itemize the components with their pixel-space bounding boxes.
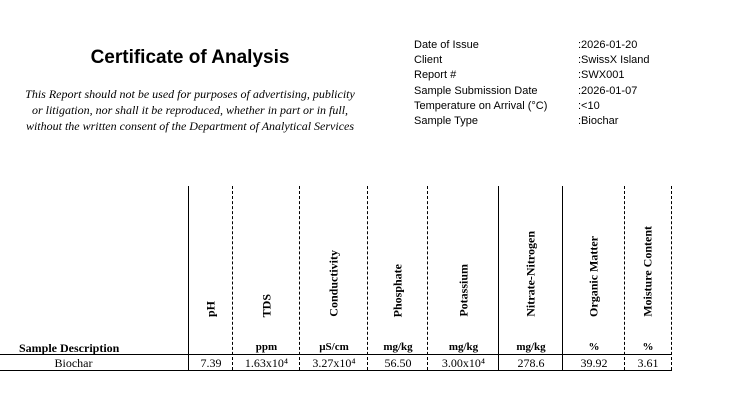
table-bottom-line bbox=[0, 370, 672, 371]
column-moisture-content bbox=[624, 186, 672, 370]
meta-label: Sample Submission Date bbox=[414, 84, 538, 97]
sample-description-header: Sample Description bbox=[19, 341, 120, 355]
column-header bbox=[368, 186, 428, 321]
meta-value: :SwissX Island bbox=[578, 54, 650, 67]
column-unit: mg/kg bbox=[448, 341, 479, 353]
column-phosphate bbox=[367, 186, 428, 370]
column-header bbox=[625, 186, 671, 321]
disclaimer-line: This Report should not be used for purposes of advertising, publicity bbox=[25, 87, 355, 101]
meta-value: :2026-01-20 bbox=[578, 39, 638, 51]
column-header-label: Organic Matter bbox=[586, 236, 601, 317]
disclaimer-line: or litigation, nor shall it be reproduced, whether in part or in full, bbox=[31, 103, 349, 117]
column-unit: mg/kg bbox=[383, 341, 413, 353]
column-value: 3.27x10⁴ bbox=[312, 356, 356, 370]
column-header-label: pH bbox=[203, 300, 218, 317]
column-value: 278.6 bbox=[517, 356, 545, 370]
document-title: Certificate of Analysis bbox=[90, 47, 290, 68]
header-separator-line bbox=[0, 354, 672, 355]
column-unit: µS/cm bbox=[319, 341, 349, 353]
column-nitrate-nitrogen bbox=[498, 186, 563, 370]
disclaimer-line: without the written consent of the Department of Analytical Services bbox=[25, 119, 355, 133]
column-organic-matter bbox=[562, 186, 625, 370]
results-table bbox=[0, 186, 737, 376]
column-value: 56.50 bbox=[384, 356, 412, 370]
column-header bbox=[300, 186, 368, 321]
column-header-label: Moisture Content bbox=[640, 226, 655, 317]
column-value: 3.61 bbox=[637, 356, 659, 370]
column-header-label: TDS bbox=[259, 293, 273, 317]
column-unit: % bbox=[588, 341, 600, 353]
meta-value: :Biochar bbox=[578, 114, 619, 127]
column-ph bbox=[188, 186, 233, 370]
column-value: 1.63x10⁴ bbox=[244, 356, 289, 370]
meta-label: Report # bbox=[414, 69, 457, 82]
column-unit: ppm bbox=[255, 341, 278, 353]
column-header-label: Potassium bbox=[456, 264, 470, 317]
column-value: 3.00x10⁴ bbox=[441, 356, 486, 370]
column-unit: % bbox=[642, 341, 654, 353]
column-header bbox=[428, 186, 499, 321]
meta-label: Sample Type bbox=[414, 114, 479, 127]
column-header-label: Conductivity bbox=[326, 250, 341, 317]
disclaimer bbox=[0, 86, 380, 134]
column-header bbox=[499, 186, 563, 321]
column-header bbox=[233, 186, 300, 321]
column-unit: mg/kg bbox=[516, 341, 546, 353]
meta-value: :SWX001 bbox=[578, 69, 625, 82]
meta-value: :<10 bbox=[578, 99, 600, 112]
sample-description-value: Biochar bbox=[54, 356, 93, 370]
column-potassium bbox=[427, 186, 499, 370]
column-conductivity bbox=[299, 186, 368, 370]
meta-label: Client bbox=[414, 54, 443, 67]
meta-label: Date of Issue bbox=[414, 39, 479, 51]
column-header bbox=[563, 186, 625, 321]
column-value: 39.92 bbox=[580, 356, 608, 370]
column-header-label: Nitrate-Nitrogen bbox=[523, 231, 538, 317]
column-header bbox=[189, 186, 233, 321]
column-header-label: Phosphate bbox=[390, 263, 405, 317]
meta-label: Temperature on Arrival (°C) bbox=[414, 99, 548, 112]
meta-value: :2026-01-07 bbox=[578, 84, 638, 97]
column-value: 7.39 bbox=[200, 356, 222, 370]
column-tds bbox=[232, 186, 300, 370]
